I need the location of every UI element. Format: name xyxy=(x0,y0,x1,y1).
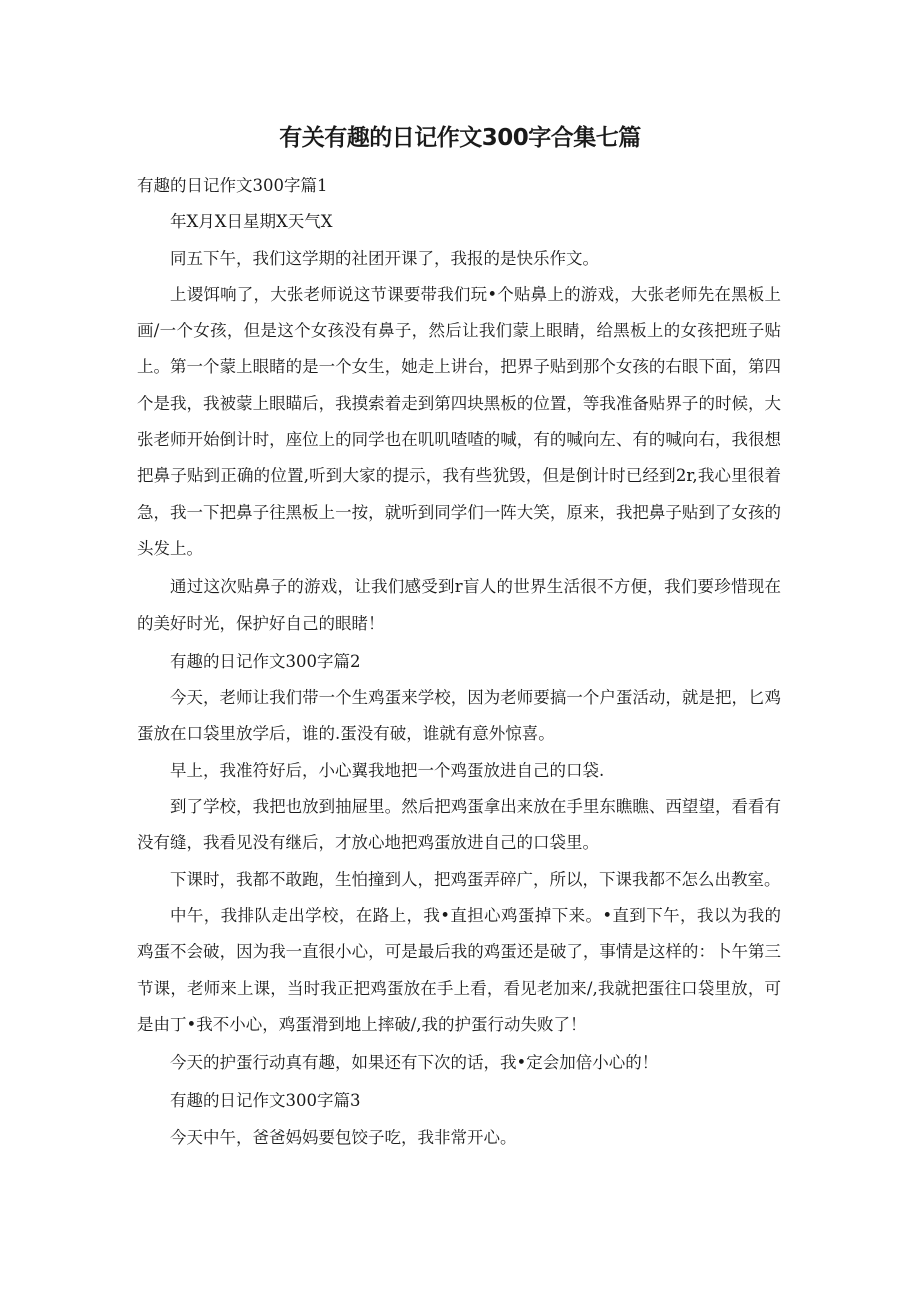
paragraph: 通过这次贴鼻子的游戏，让我们感受到r盲人的世界生活很不方便，我们要珍惜现在的美好时光，保护好自己的眼睹！ xyxy=(137,577,781,633)
paragraph: 同五下午，我们这学期的社团开课了，我报的是快乐作文。 xyxy=(170,248,599,268)
document-title: 有关有趣的日记作文300字合集七篇 xyxy=(279,125,641,151)
paragraph: 今天，老师让我们带一个生鸡蛋来学校，因为老师要搞一个户蛋活动，就是把，匕鸡蛋放在口袋里放学后，谁的.蛋没有破，谁就有意外惊喜。 xyxy=(137,688,781,744)
date-line: 年X月X日星期X天气X xyxy=(170,212,333,232)
paragraph: 中午，我排队走出学校，在路上，我•直担心鸡蛋掉下来。•直到下午，我以为我的鸡蛋不会破，因为我一直很小心，可是最后我的鸡蛋还是破了，事情是这样的：卜午第三节课，老师来上课，当时我正把鸡蛋放在手上看，看见老加来/,我就把蛋往口袋里放，可是由丁•我不小心，鸡蛋滑到地上摔破/,我的护蛋行动失败了！ xyxy=(137,905,781,1034)
paragraph: 下课时，我都不敢跑，生怕撞到人，把鸡蛋弄碎广，所以，下课我都不怎么出教室。 xyxy=(170,869,781,889)
document-body xyxy=(137,168,781,1156)
paragraph: 今天的护蛋行动真有趣，如果还有下次的话，我•定会加倍小心的！ xyxy=(170,1053,659,1073)
paragraph: 上谡饵响了，大张老师说这节课要带我们玩•个贴鼻上的游戏，大张老师先在黑板上画/一个女孩，但是这个女孩没有鼻子，然后让我们蒙上眼睛，给黑板上的女孩把班子贴上。第一个蒙上眼睹的是一个女生，她走上讲台，把界子贴到那个女孩的右眼下面，第四个是我，我被蒙上眼瞄后，我摸索着走到第四块黑板的位置，等我准备贴界子的时候，大张老师开始倒计时，座位上的同学也在叽叽喳喳的喊，有的喊向左、有的喊向右，我很想把鼻子贴到正确的位置,听到大家的提示，我有些犹毁，但是倒计时已经到2r,我心里很着急，我一下把鼻子往黑板上一按，就听到同学们一阵大笑，原来，我把鼻子贴到了女孩的头发上。 xyxy=(137,284,781,558)
paragraph: 早上，我准符好后，小心翼我地把一个鸡蛋放进自己的口袋. xyxy=(170,760,605,780)
section-heading-3: 有趣的日记作文300字篇3 xyxy=(170,1091,361,1111)
paragraph: 今天中午，爸爸妈妈要包饺子吃，我非常开心。 xyxy=(170,1127,517,1147)
section-heading-2: 有趣的日记作文300字篇2 xyxy=(170,651,361,671)
section-heading-1: 有趣的日记作文300字篇1 xyxy=(137,176,328,195)
paragraph: 到了学校，我把也放到抽屉里。然后把鸡蛋拿出来放在手里东瞧瞧、西望望，看看有没有缝，我看见没有继后，才放心地把鸡蛋放进自己的口袋里。 xyxy=(137,797,781,853)
